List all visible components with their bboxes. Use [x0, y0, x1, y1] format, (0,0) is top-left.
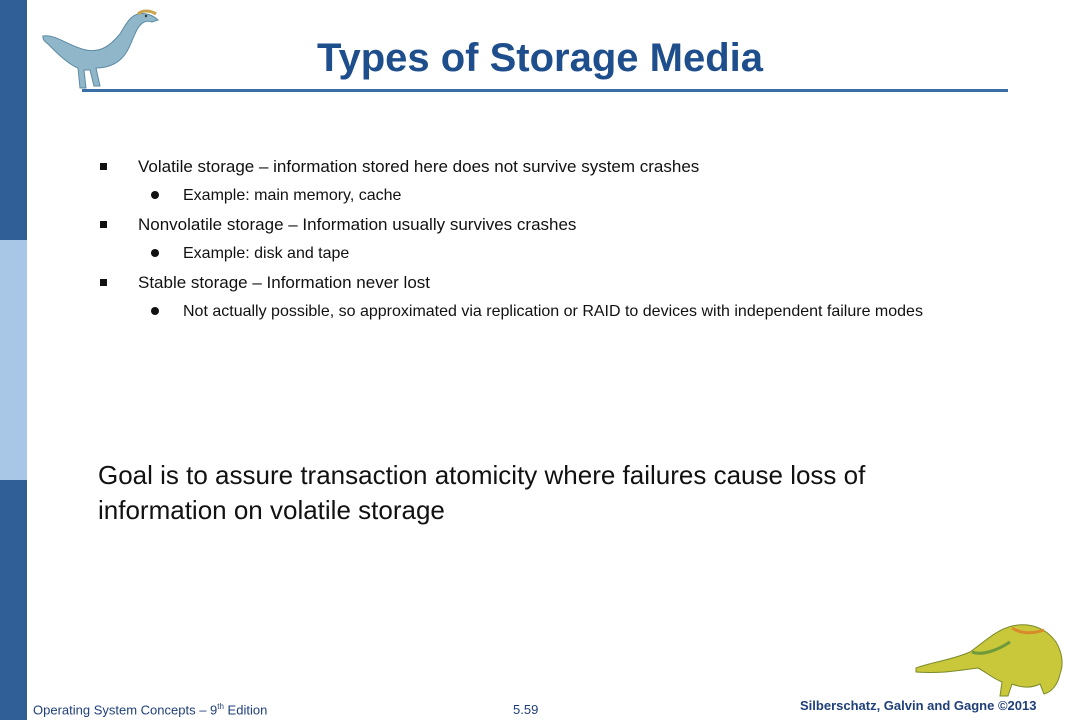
sub-bullet-volatile-example: Example: main memory, cache	[183, 187, 402, 204]
footer-book-title	[33, 702, 267, 717]
slide-title: Types of Storage Media	[316, 36, 763, 80]
footer-book-title-prefix: Operating System Concepts – 9	[33, 702, 218, 718]
bullet-dot-icon	[151, 307, 159, 315]
sub-bullet-nonvolatile-example: Example: disk and tape	[183, 245, 350, 262]
footer-page-number: 5.59	[513, 702, 539, 717]
bullet-dot-icon	[151, 249, 159, 257]
footer-book-title-suffix: Edition	[223, 702, 268, 718]
bullet-stable: Stable storage – Information never lost	[138, 273, 430, 292]
sub-bullet-stable-note: Not actually possible, so approximated via replication or RAID to devices with independent failure modes	[183, 303, 923, 320]
bullet-square-icon	[100, 221, 107, 228]
bullet-square-icon	[100, 163, 107, 170]
bullet-nonvolatile: Nonvolatile storage – Information usually survives crashes	[138, 215, 577, 234]
goal-statement: Goal is to assure transaction atomicity where failures cause loss of information on volatile storage	[98, 460, 866, 525]
bullet-dot-icon	[151, 191, 159, 199]
bullet-square-icon	[100, 279, 107, 286]
footer-copyright: Silberschatz, Galvin and Gagne ©2013	[800, 698, 1037, 713]
dinosaur-logo-bottom-icon	[912, 612, 1072, 702]
footer-book-title-sup: th	[217, 702, 224, 711]
bullet-volatile: Volatile storage – information stored here does not survive system crashes	[138, 157, 700, 176]
